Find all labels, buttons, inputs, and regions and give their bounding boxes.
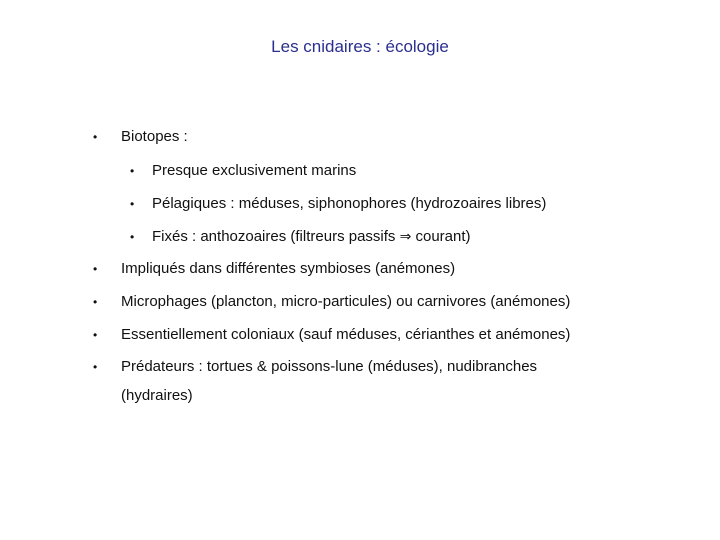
sub-list-item-fixes	[152, 227, 471, 247]
bullet-icon: •	[93, 295, 98, 309]
list-item-predateurs-line1: Prédateurs : tortues & poissons-lune (méduses), nudibranches	[121, 358, 538, 375]
list-item-predateurs-line2: (hydraires)	[121, 387, 193, 404]
list-item-biotopes: Biotopes :	[121, 128, 188, 145]
bullet-icon: •	[93, 328, 98, 342]
bullet-icon: •	[93, 130, 98, 144]
bullet-icon: •	[93, 262, 98, 276]
bullet-icon: •	[93, 360, 98, 374]
sub-list-item-pelagiques: Pélagiques : méduses, siphonophores (hydrozoaires libres)	[152, 195, 547, 212]
fixes-text-start: Fixés : anthozoaires (filtreurs passifs	[152, 228, 400, 245]
sub-list-item-marins: Presque exclusivement marins	[152, 162, 357, 179]
implies-arrow-icon: ⇒	[399, 229, 412, 245]
list-item-microphages: Microphages (plancton, micro-particules) ou carnivores (anémones)	[121, 293, 571, 310]
list-item-coloniaux: Essentiellement coloniaux (sauf méduses, cérianthes et anémones)	[121, 326, 571, 343]
bullet-icon: •	[130, 230, 135, 244]
bullet-icon: •	[130, 164, 135, 178]
fixes-text-end: courant)	[411, 228, 471, 245]
bullet-icon: •	[130, 197, 135, 211]
slide-title: Les cnidaires : écologie	[271, 37, 449, 56]
list-item-symbioses: Impliqués dans différentes symbioses (anémones)	[121, 260, 456, 277]
